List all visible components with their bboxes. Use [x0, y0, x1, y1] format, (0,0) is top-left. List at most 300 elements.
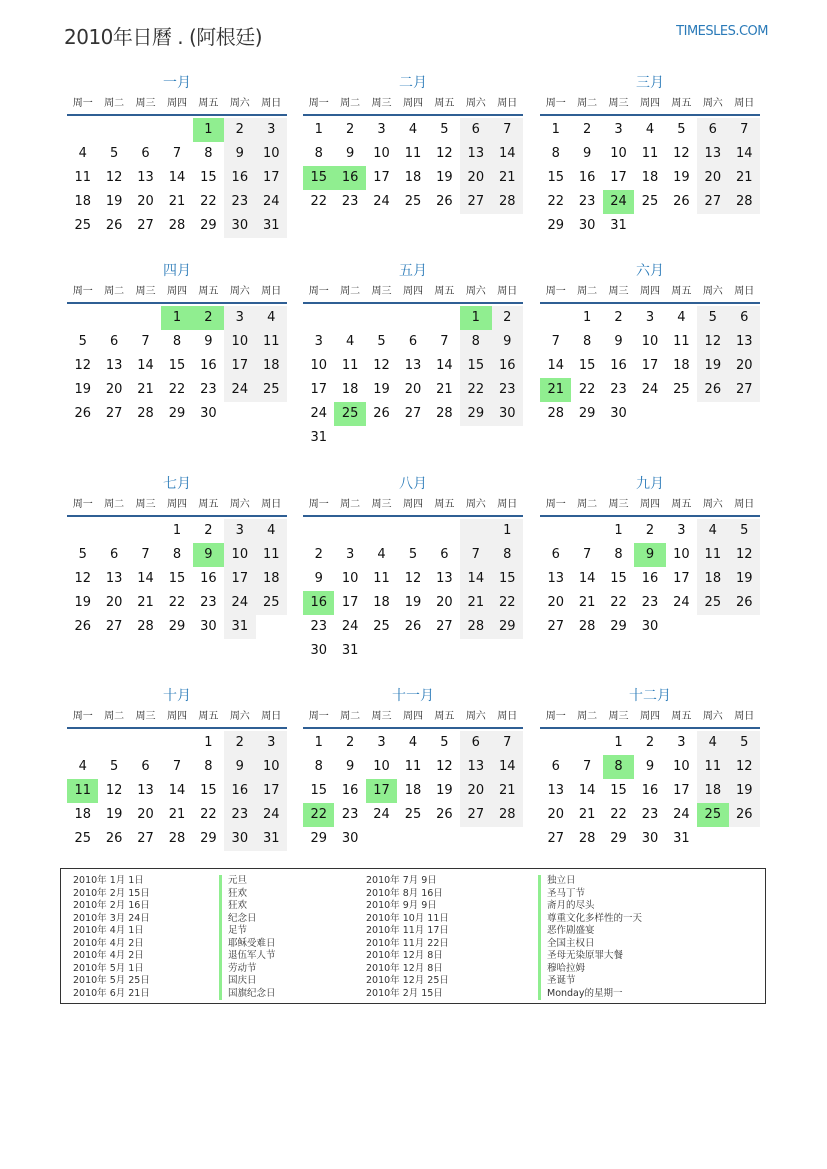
day-cell: 13 — [729, 330, 760, 354]
day-cell: 5 — [729, 731, 760, 755]
month-title: 二月 — [399, 75, 427, 91]
month-title: 六月 — [636, 263, 664, 279]
day-cell: 16 — [641, 571, 659, 586]
day-cell: 6 — [141, 759, 150, 774]
day-cell: 11 — [697, 543, 728, 567]
day-cell: 30 — [310, 643, 327, 658]
day-cell: 11 — [641, 146, 659, 161]
month-calendar — [303, 72, 523, 214]
empty-cell — [571, 519, 602, 543]
day-cell: 26 — [105, 831, 123, 846]
day-cell: 8 — [172, 547, 182, 562]
holiday-dates-col-1 — [73, 875, 150, 1000]
day-cell: 11 — [697, 755, 728, 779]
day-cell: 27 — [105, 406, 123, 421]
day-cell: 22 — [168, 595, 186, 610]
day-cell: 29 — [610, 619, 627, 634]
day-cell: 26 — [74, 619, 91, 634]
day-cell: 12 — [729, 543, 760, 567]
day-cell: 20 — [697, 166, 728, 190]
day-cell: 27 — [697, 190, 728, 214]
holiday-date: 2010年 4月 2日 — [73, 950, 144, 961]
day-cell: 2 — [204, 523, 213, 538]
day-cell: 14 — [492, 142, 523, 166]
day-cell: 29 — [610, 831, 627, 846]
holiday-date: 2010年 10月 11日 — [366, 912, 449, 924]
day-cell: 17 — [310, 382, 327, 397]
day-cell: 7 — [440, 334, 449, 349]
day-cell: 15 — [310, 783, 327, 798]
day-cell: 6 — [551, 759, 560, 774]
empty-cell — [366, 426, 397, 450]
holiday-list — [60, 868, 766, 1004]
day-cell: 19 — [105, 807, 123, 822]
day-cell: 31 — [224, 615, 255, 639]
weekday-label: 周日 — [734, 286, 755, 297]
day-cell: 3 — [224, 519, 255, 543]
day-cell: 28 — [492, 190, 523, 214]
day-cell: 23 — [641, 595, 659, 610]
day-cell: 27 — [460, 190, 491, 214]
day-grid — [67, 731, 287, 851]
holiday-name: 纪念日 — [219, 913, 276, 926]
holiday-name: 圣马丁节 — [538, 888, 642, 901]
weekday-label: 周六 — [465, 711, 486, 722]
day-cell: 27 — [547, 619, 564, 634]
day-cell: 3 — [314, 334, 323, 349]
day-cell: 9 — [314, 571, 323, 586]
day-cell: 21 — [460, 591, 491, 615]
day-cell: 14 — [168, 170, 186, 185]
day-cell: 13 — [105, 571, 123, 586]
empty-cell — [67, 118, 98, 142]
day-cell: 15 — [200, 783, 217, 798]
weekday-header — [67, 282, 287, 304]
day-cell: 28 — [578, 619, 596, 634]
month-title: 十月 — [163, 688, 191, 704]
day-cell: 13 — [436, 571, 453, 586]
day-cell: 18 — [404, 783, 422, 798]
day-cell: 3 — [256, 118, 287, 142]
day-cell: 23 — [492, 378, 523, 402]
holiday-name: 全国主权日 — [538, 938, 642, 951]
day-cell: 25 — [256, 378, 287, 402]
month-calendar — [67, 260, 287, 426]
day-cell: 10 — [610, 146, 627, 161]
day-cell: 4 — [256, 306, 287, 330]
day-cell: 4 — [345, 334, 355, 349]
weekday-label: 周四 — [402, 286, 423, 297]
day-cell: 2 — [614, 310, 623, 325]
day-cell: 1 — [314, 122, 323, 137]
day-cell: 7 — [582, 759, 592, 774]
day-cell: 6 — [460, 731, 491, 755]
holiday-date: 2010年 12月 8日 — [366, 950, 443, 961]
weekday-label: 周一 — [72, 286, 93, 297]
weekday-label: 周四 — [402, 711, 423, 722]
empty-cell — [397, 519, 428, 543]
month-calendar — [67, 685, 287, 851]
day-cell: 12 — [74, 571, 91, 586]
weekday-label: 周五 — [671, 711, 692, 722]
day-cell: 22 — [547, 194, 564, 209]
day-cell: 15 — [303, 166, 334, 190]
empty-cell — [161, 118, 192, 142]
weekday-label: 周三 — [608, 286, 629, 297]
day-cell: 14 — [578, 571, 596, 586]
day-cell: 21 — [436, 382, 453, 397]
weekday-label: 周日 — [734, 98, 755, 109]
weekday-label: 周日 — [497, 98, 518, 109]
day-cell: 14 — [729, 142, 760, 166]
day-cell: 21 — [137, 382, 154, 397]
holiday-date: 2010年 7月 9日 — [366, 875, 437, 886]
day-cell: 2 — [193, 306, 224, 330]
day-cell: 1 — [492, 519, 523, 543]
day-cell: 4 — [697, 731, 728, 755]
day-cell: 18 — [74, 194, 91, 209]
weekday-label: 周三 — [135, 98, 156, 109]
day-cell: 5 — [697, 306, 728, 330]
day-cell: 8 — [603, 755, 634, 779]
day-cell: 11 — [404, 759, 422, 774]
day-cell: 25 — [641, 194, 659, 209]
weekday-header — [303, 282, 523, 304]
day-cell: 7 — [492, 118, 523, 142]
day-cell: 23 — [310, 619, 327, 634]
empty-cell — [429, 827, 460, 851]
day-cell: 12 — [373, 358, 390, 373]
holiday-name: 圣母无染原罪大餐 — [538, 950, 642, 963]
day-cell: 1 — [582, 310, 592, 325]
day-cell: 27 — [547, 831, 564, 846]
empty-cell — [429, 306, 460, 330]
day-cell: 21 — [168, 194, 186, 209]
day-cell: 22 — [200, 194, 217, 209]
day-cell: 30 — [224, 214, 255, 238]
day-cell: 11 — [74, 170, 91, 185]
day-cell: 30 — [610, 406, 627, 421]
day-cell: 23 — [200, 595, 217, 610]
day-cell: 3 — [677, 735, 686, 750]
weekday-label: 周四 — [166, 499, 187, 510]
empty-cell — [161, 731, 192, 755]
weekday-header — [303, 94, 523, 116]
day-cell: 4 — [256, 519, 287, 543]
day-cell: 27 — [460, 803, 491, 827]
day-cell: 16 — [200, 571, 217, 586]
day-cell: 21 — [540, 378, 571, 402]
holiday-names-col-1 — [219, 875, 276, 1000]
weekday-label: 周二 — [577, 711, 598, 722]
day-cell: 19 — [729, 779, 760, 803]
weekday-label: 周六 — [465, 286, 486, 297]
day-cell: 7 — [141, 334, 150, 349]
weekday-label: 周三 — [371, 711, 392, 722]
site-link[interactable]: TIMESLES.COM — [676, 24, 768, 39]
weekday-label: 周三 — [371, 98, 392, 109]
empty-cell — [256, 615, 287, 639]
weekday-label: 周一 — [545, 499, 566, 510]
day-cell: 19 — [74, 595, 91, 610]
day-cell: 9 — [224, 755, 255, 779]
page-title: 2010年日曆 . (阿根廷) — [64, 25, 263, 49]
day-cell: 22 — [610, 595, 627, 610]
day-cell: 31 — [256, 827, 287, 851]
empty-cell — [303, 306, 334, 330]
day-cell: 3 — [677, 523, 686, 538]
holiday-date: 2010年 12月 8日 — [366, 962, 443, 974]
day-cell: 28 — [578, 831, 596, 846]
day-cell: 15 — [168, 571, 186, 586]
weekday-label: 周五 — [671, 499, 692, 510]
day-cell: 16 — [641, 783, 659, 798]
day-cell: 21 — [729, 166, 760, 190]
empty-cell — [729, 214, 760, 238]
day-cell: 29 — [492, 615, 523, 639]
empty-cell — [666, 402, 697, 426]
weekday-label: 周一 — [308, 286, 329, 297]
empty-cell — [429, 519, 460, 543]
day-cell: 1 — [204, 735, 213, 750]
day-cell: 28 — [492, 803, 523, 827]
holiday-name: 耶稣受难日 — [219, 938, 276, 951]
day-cell: 31 — [310, 430, 327, 445]
day-cell: 6 — [729, 306, 760, 330]
weekday-label: 周二 — [340, 286, 361, 297]
weekday-header — [540, 495, 760, 517]
holiday-name: Monday的星期一 — [538, 988, 642, 1001]
day-cell: 12 — [436, 146, 453, 161]
holiday-date: 2010年 1月 1日 — [73, 875, 144, 886]
empty-cell — [224, 402, 255, 426]
day-cell: 5 — [78, 334, 87, 349]
day-cell: 18 — [404, 170, 422, 185]
day-cell: 30 — [224, 827, 255, 851]
holiday-date: 2010年 4月 1日 — [73, 925, 144, 936]
empty-cell — [397, 426, 428, 450]
holiday-date: 2010年 5月 1日 — [73, 962, 144, 974]
day-cell: 19 — [404, 595, 422, 610]
day-cell: 28 — [547, 406, 564, 421]
day-cell: 10 — [224, 543, 255, 567]
day-cell: 24 — [341, 619, 359, 634]
day-cell: 2 — [645, 735, 655, 750]
empty-cell — [397, 827, 428, 851]
day-cell: 9 — [224, 142, 255, 166]
holiday-date: 2010年 11月 22日 — [366, 937, 449, 949]
weekday-label: 周一 — [72, 98, 93, 109]
day-cell: 13 — [697, 142, 728, 166]
weekday-label: 周二 — [340, 499, 361, 510]
empty-cell — [540, 731, 571, 755]
day-cell: 16 — [334, 166, 365, 190]
weekday-label: 周二 — [104, 98, 125, 109]
weekday-label: 周五 — [198, 711, 219, 722]
day-cell: 28 — [168, 831, 186, 846]
day-cell: 20 — [404, 382, 422, 397]
day-cell: 24 — [256, 190, 287, 214]
day-cell: 2 — [492, 306, 523, 330]
holiday-name: 独立日 — [538, 875, 642, 888]
day-cell: 2 — [314, 547, 323, 562]
day-cell: 15 — [200, 170, 217, 185]
empty-cell — [130, 118, 161, 142]
day-cell: 21 — [168, 807, 186, 822]
holiday-date: 2010年 3月 24日 — [73, 912, 150, 924]
day-cell: 12 — [697, 330, 728, 354]
day-cell: 30 — [492, 402, 523, 426]
weekday-label: 周四 — [166, 98, 187, 109]
day-grid — [67, 118, 287, 238]
day-cell: 28 — [137, 406, 154, 421]
day-cell: 30 — [341, 831, 359, 846]
day-cell: 26 — [729, 803, 760, 827]
day-cell: 26 — [74, 406, 91, 421]
day-cell: 14 — [168, 783, 186, 798]
day-cell: 23 — [341, 194, 359, 209]
day-cell: 11 — [256, 543, 287, 567]
day-cell: 11 — [256, 330, 287, 354]
day-cell: 12 — [436, 759, 453, 774]
day-cell: 16 — [492, 354, 523, 378]
day-cell: 29 — [547, 218, 564, 233]
weekday-label: 周二 — [104, 499, 125, 510]
weekday-label: 周五 — [198, 286, 219, 297]
weekday-label: 周一 — [308, 499, 329, 510]
day-cell: 26 — [436, 807, 453, 822]
weekday-label: 周五 — [434, 499, 455, 510]
day-cell: 18 — [256, 354, 287, 378]
empty-cell — [67, 306, 98, 330]
day-cell: 14 — [137, 358, 154, 373]
weekday-label: 周六 — [702, 98, 723, 109]
day-cell: 13 — [105, 358, 123, 373]
weekday-label: 周六 — [702, 499, 723, 510]
day-cell: 18 — [641, 170, 659, 185]
day-cell: 17 — [224, 567, 255, 591]
day-cell: 25 — [673, 382, 690, 397]
day-cell: 9 — [582, 146, 592, 161]
month-calendar — [303, 473, 523, 663]
day-cell: 28 — [729, 190, 760, 214]
weekday-label: 周五 — [671, 286, 692, 297]
day-cell: 20 — [436, 595, 453, 610]
weekday-label: 周一 — [545, 98, 566, 109]
day-cell: 10 — [373, 146, 390, 161]
weekday-label: 周日 — [497, 286, 518, 297]
day-cell: 30 — [200, 619, 217, 634]
empty-cell — [334, 426, 365, 450]
empty-cell — [697, 214, 728, 238]
day-cell: 27 — [105, 619, 123, 634]
holiday-names-col-2 — [538, 875, 642, 1000]
month-title: 十二月 — [629, 688, 671, 704]
holiday-name: 退伍军人节 — [219, 950, 276, 963]
day-cell: 26 — [673, 194, 690, 209]
day-cell: 27 — [436, 619, 453, 634]
empty-cell — [492, 426, 523, 450]
day-cell: 30 — [641, 619, 659, 634]
day-cell: 21 — [492, 779, 523, 803]
day-grid — [303, 519, 523, 663]
day-cell: 20 — [137, 194, 154, 209]
month-title: 三月 — [636, 75, 664, 91]
weekday-label: 周三 — [371, 286, 392, 297]
empty-cell — [303, 519, 334, 543]
month-calendar — [303, 685, 523, 851]
day-cell: 5 — [109, 759, 119, 774]
weekday-label: 周六 — [465, 499, 486, 510]
day-cell: 21 — [137, 595, 154, 610]
day-cell: 27 — [137, 831, 154, 846]
day-cell: 11 — [404, 146, 422, 161]
empty-cell — [98, 306, 129, 330]
weekday-label: 周三 — [135, 286, 156, 297]
weekday-label: 周五 — [671, 98, 692, 109]
day-cell: 29 — [200, 218, 217, 233]
empty-cell — [334, 519, 365, 543]
day-cell: 13 — [547, 571, 564, 586]
day-cell: 28 — [168, 218, 186, 233]
empty-cell — [429, 426, 460, 450]
day-cell: 13 — [460, 142, 491, 166]
day-cell: 17 — [610, 170, 627, 185]
day-cell: 23 — [578, 194, 596, 209]
day-grid — [540, 118, 760, 238]
weekday-label: 周一 — [308, 98, 329, 109]
weekday-label: 周六 — [229, 286, 250, 297]
day-grid — [540, 519, 760, 639]
empty-cell — [98, 118, 129, 142]
day-cell: 6 — [408, 334, 418, 349]
weekday-label: 周二 — [340, 711, 361, 722]
day-cell: 8 — [204, 759, 213, 774]
day-cell: 24 — [310, 406, 327, 421]
day-cell: 12 — [105, 170, 123, 185]
day-cell: 5 — [109, 146, 119, 161]
day-cell: 22 — [200, 807, 217, 822]
weekday-label: 周二 — [577, 286, 598, 297]
empty-cell — [729, 402, 760, 426]
holiday-date: 2010年 2月 15日 — [73, 887, 150, 899]
day-cell: 3 — [224, 306, 255, 330]
empty-cell — [634, 402, 665, 426]
day-cell: 10 — [224, 330, 255, 354]
day-cell: 19 — [436, 783, 453, 798]
day-cell: 10 — [310, 358, 327, 373]
day-cell: 5 — [440, 735, 449, 750]
empty-cell — [666, 214, 697, 238]
holiday-name: 斋月的尽头 — [538, 900, 642, 913]
day-cell: 7 — [729, 118, 760, 142]
day-cell: 18 — [341, 382, 359, 397]
day-cell: 14 — [137, 571, 154, 586]
month-calendar — [540, 260, 760, 426]
weekday-header — [303, 707, 523, 729]
weekday-label: 周三 — [608, 499, 629, 510]
day-grid — [303, 118, 523, 214]
weekday-header — [67, 495, 287, 517]
weekday-label: 周三 — [608, 711, 629, 722]
day-cell: 16 — [341, 783, 359, 798]
day-cell: 18 — [697, 779, 728, 803]
holiday-name: 恶作剧盛宴 — [538, 925, 642, 938]
day-cell: 26 — [697, 378, 728, 402]
day-cell: 14 — [578, 783, 596, 798]
day-cell: 29 — [578, 406, 596, 421]
day-cell: 9 — [634, 543, 665, 567]
